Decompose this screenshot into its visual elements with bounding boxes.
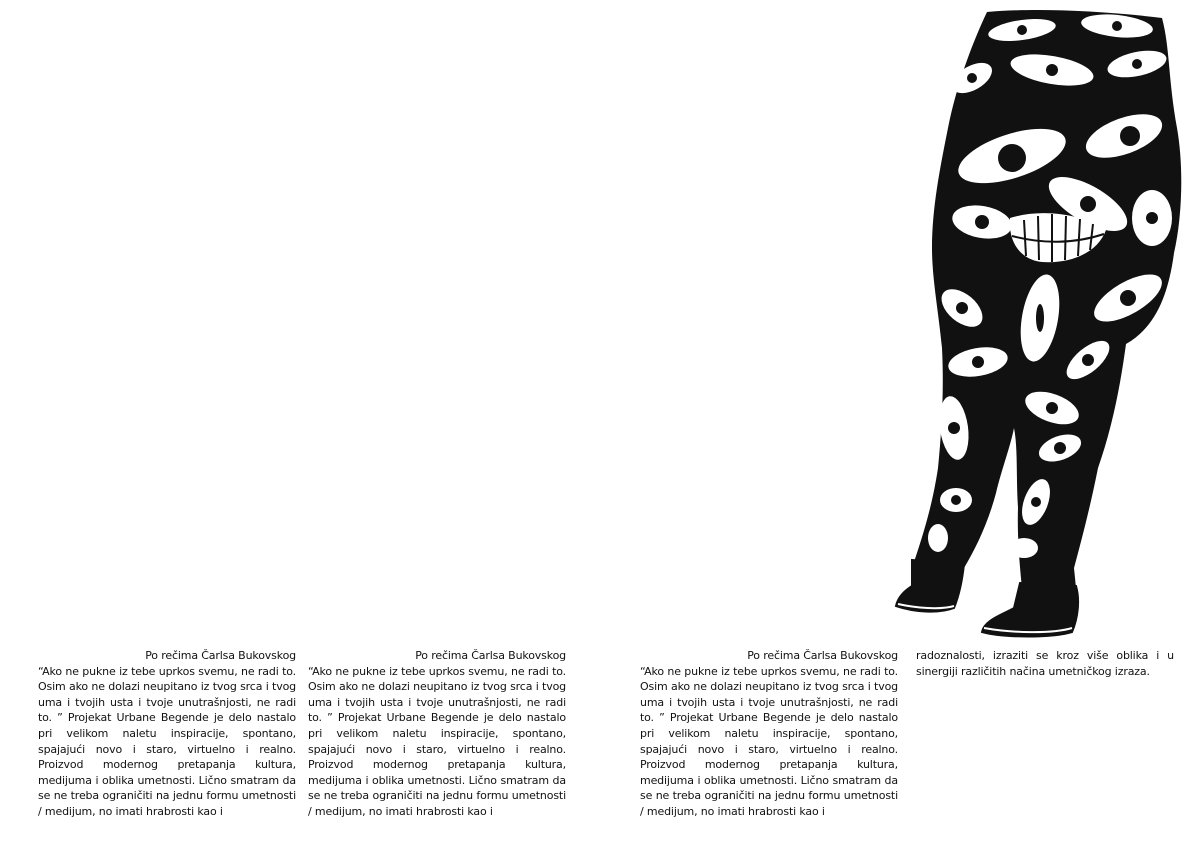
attribution-line: Po rečima Čarlsa Bukovskog: [747, 649, 898, 662]
right-shoe: [982, 583, 1078, 637]
text-column-2: [308, 648, 566, 820]
text-column-1: [38, 648, 296, 820]
text-column-3: [640, 648, 898, 820]
eyes-pattern-legs-illustration: [892, 8, 1182, 640]
attribution-line: Po rečima Čarlsa Bukovskog: [415, 649, 566, 662]
body-text: “Ako ne pukne iz tebe uprkos svemu, ne radi to. Osim ako ne dolazi neupitano iz tvog srca i tvog uma i tvojih usta i tvoje unutrašnjosti, ne radi to. ” Projekat Urbane Begende je delo nastalo pri velikom naletu inspiracije, spontano, spajajući novo i staro, virtuelno i realno. Proizvod modernog pretapanja kultura, medijuma i oblika umetnosti. Lično smatram da se ne treba ograničiti na jednu formu umetnosti / medijum, no imati hrabrosti kao i: [308, 664, 566, 818]
body-text: “Ako ne pukne iz tebe uprkos svemu, ne radi to. Osim ako ne dolazi neupitano iz tvog srca i tvog uma i tvojih usta i tvoje unutrašnjosti, ne radi to. ” Projekat Urbane Begende je delo nastalo pri velikom naletu inspiracije, spontano, spajajući novo i staro, virtuelno i realno. Proizvod modernog pretapanja kultura, medijuma i oblika umetnosti. Lično smatram da se ne treba ograničiti na jednu formu umetnosti / medijum, no imati hrabrosti kao i: [640, 664, 898, 818]
text-column-4: [916, 648, 1174, 679]
body-text: “Ako ne pukne iz tebe uprkos svemu, ne radi to. Osim ako ne dolazi neupitano iz tvog srca i tvog uma i tvojih usta i tvoje unutrašnjosti, ne radi to. ” Projekat Urbane Begende je delo nastalo pri velikom naletu inspiracije, spontano, spajajući novo i staro, virtuelno i realno. Proizvod modernog pretapanja kultura, medijuma i oblika umetnosti. Lično smatram da se ne treba ograničiti na jednu formu umetnosti / medijum, no imati hrabrosti kao i: [38, 664, 296, 818]
attribution-line: Po rečima Čarlsa Bukovskog: [145, 649, 296, 662]
body-text: radoznalosti, izraziti se kroz više oblika i u sinergiji različitih načina umetničkog izraza.: [916, 649, 1174, 678]
left-shoe: [896, 560, 964, 612]
